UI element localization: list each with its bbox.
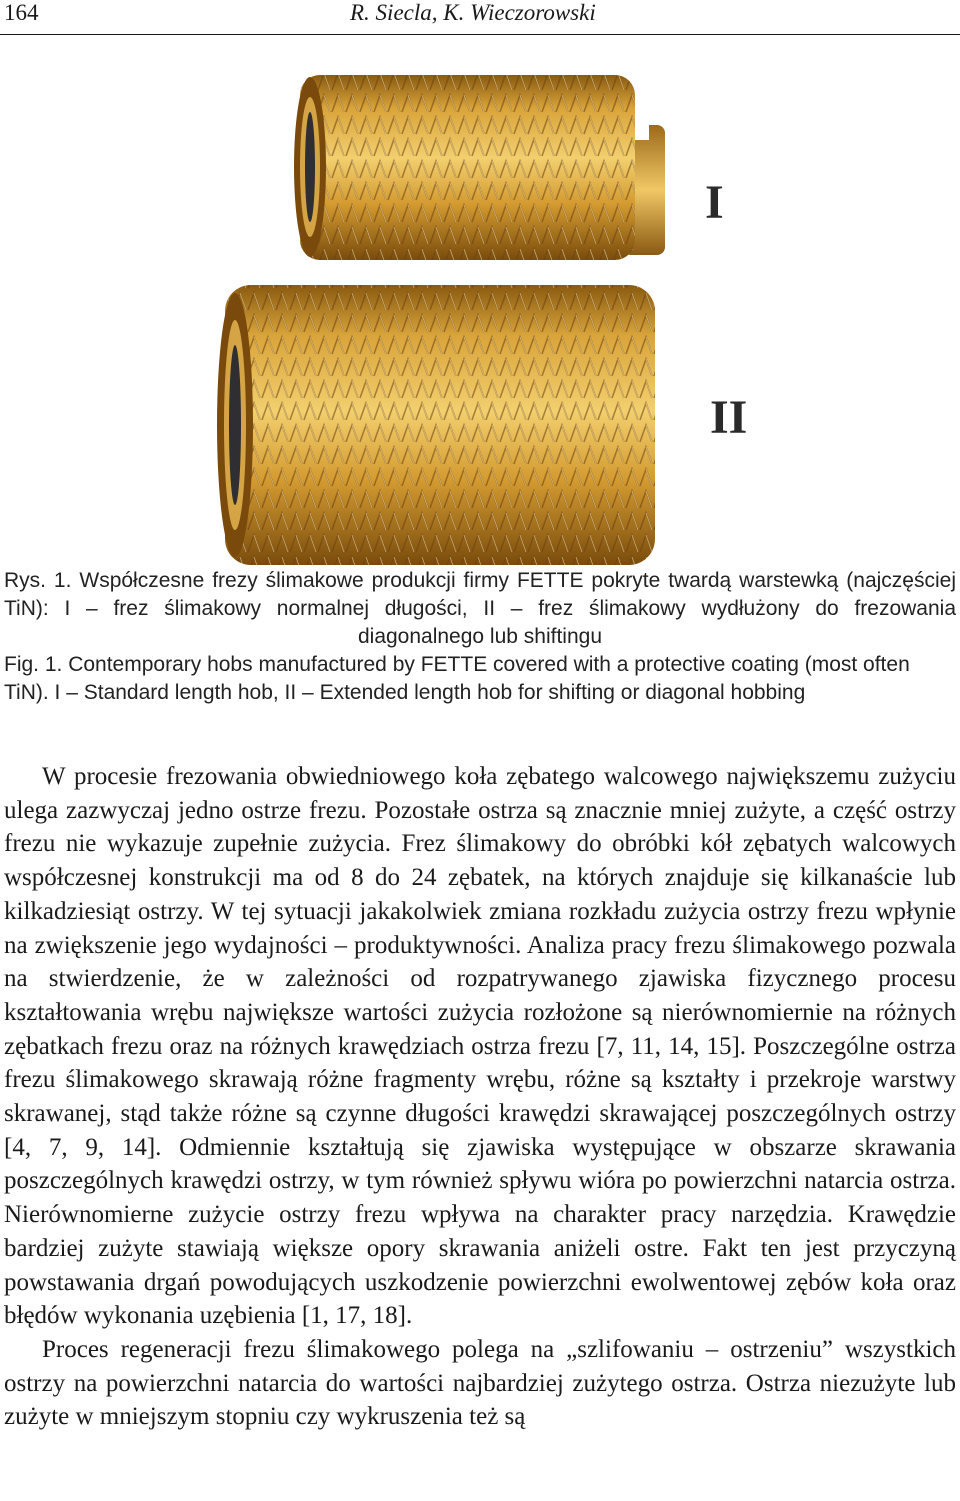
caption-english: Fig. 1. Contemporary hobs manufactured by FETTE covered with a protective coating (most often TiN). I – Standard length hob, II – Extended length hob for shifting or diagonal hobbing xyxy=(4,653,910,704)
running-header xyxy=(0,0,960,34)
figure-caption xyxy=(4,567,956,707)
figure-label-ii: II xyxy=(710,391,748,444)
page-number: 164 xyxy=(4,0,39,25)
hobs-photo xyxy=(205,70,765,570)
paragraph-2: Proces regeneracji frezu ślimakowego polega na „szlifowaniu – ostrzeniu” wszystkich ostrzy na powierzchni natarcia do wartości najbardziej zużytego ostrza. Ostrza niezużyte lub zużyte w mniejszym stopniu czy wykruszenia też są xyxy=(4,1335,956,1431)
figure-hobs xyxy=(205,70,765,570)
caption-polish: Rys. 1. Współczesne frezy ślimakowe produkcji firmy FETTE pokryte twardą warstewką (najczęściej TiN): I – frez ślimakowy normalnej długości, II – frez ślimakowy wydłużony do frezowania diagonalnego lub shiftingu xyxy=(4,569,956,648)
body-text xyxy=(4,760,956,1434)
hob-extended xyxy=(217,285,655,565)
figure-label-i: I xyxy=(705,176,724,229)
hob-standard xyxy=(294,75,665,260)
header-rule xyxy=(0,34,960,35)
running-authors: R. Siecla, K. Wieczorowski xyxy=(350,0,596,25)
paragraph-1: W procesie frezowania obwiedniowego koła zębatego walcowego największemu zużyciu ulega zazwyczaj jedno ostrze frezu. Pozostałe ostrza są znacznie mniej zużyte, a część ostrzy frezu nie wykazuje zupełnie zużycia. Frez ślimakowy do obróbki kół zębatych walcowych współczesnej konstrukcji ma od 8 do 24 zębatek, na których znajduje się kilkanaście lub kilkadziesiąt ostrzy. W tej sytuacji jakakolwiek zmiana rozkładu zużycia ostrzy frezu wpłynie na zwiększenie jego wydajności – produktywności. Analiza pracy frezu ślimakowego pozwala na stwierdzenie, że w zależności od rozpatrywanego zjawiska fizycznego procesu kształtowania wrębu największe wartości zużycia rozłożone są nierównomiernie na różnych zębatkach frezu oraz na różnych krawędziach ostrza frezu [7, 11, 14, 15]. Poszczególne ostrza frezu ślimakowego skrawają różne fragmenty wrębu, różne są kształty i przekroje warstwy skrawanej, stąd także różne są czynne długości krawędzi skrawającej poszczególnych ostrzy [4, 7, 9, 14]. Odmiennie kształtują się zjawiska występujące w obszarze skrawania poszczególnych krawędzi ostrzy, w tym również spływu wióra po powierzchni natarcia ostrza. Nierównomierne zużycie ostrzy frezu wpływa na charakter pracy narzędzia. Krawędzie bardziej zużyte stawiają większe opory skrawania aniżeli ostre. Fakt ten jest przyczyną powstawania drgań powodujących uszkodzenie powierzchni ewolwentowej zębów koła oraz błędów wykonania uzębienia [1, 17, 18]. xyxy=(4,763,956,1330)
